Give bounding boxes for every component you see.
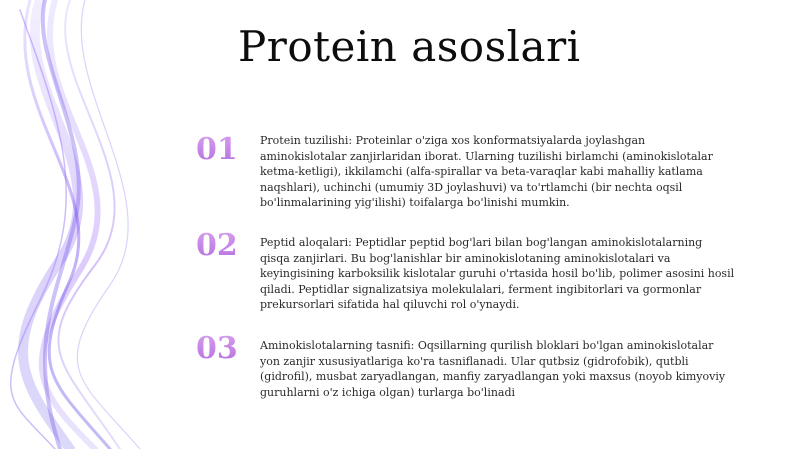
item-text: Protein tuzilishi: Proteinlar o'ziga xos konformatsiyalarda joylashgan aminokislotalar zanjirlaridan iborat. Ularning tuzilishi birlamchi (aminokislotalar ketma-ketligi), ikkilamchi (alfa-spirallar va beta-varaqlar kabi mahalliy katlama naqshlari), uchinchi (umumiy 3D joylashuvi) va to'rtlamchi (bir nechta oqsil bo'linmalarining yig'ilishi) toifalarga bo'linishi mumkin. <box>260 134 713 209</box>
slide-title: Protein asoslari <box>238 22 581 71</box>
item-text: Peptid aloqalari: Peptidlar peptid bog'lari bilan bog'langan aminokislotalarning qisqa zanjirlari. Bu bog'lanishlar bir aminokislotaning aminokislotalari va keyingisining karboksilik kislotalar guruhi o'rtasida hosil bo'lib, polimer asosini hosil qiladi. Peptidlar signalizatsiya molekulalari, ferment ingibitorlari va gormonlar prekursorlari sifatida hal qiluvchi rol o'ynaydi. <box>260 236 735 311</box>
item-number: 01 <box>196 132 238 167</box>
item-number: 03 <box>196 331 238 366</box>
item-text: Aminokislotalarning tasnifi: Oqsillarning qurilish bloklari bo'lgan aminokislotalar yon zanjir xususiyatlariga ko'ra tasniflanadi. Ular qutbsiz (gidrofobik), qutbli (gidrofil), musbat zaryadlangan, manfiy zaryadlangan yoki maxsus (noyob kimyoviy guruhlarni o'z ichiga olgan) turlarga bo'linadi <box>260 339 726 399</box>
item-number: 02 <box>196 228 238 263</box>
decorative-wave-graphic <box>0 0 200 449</box>
